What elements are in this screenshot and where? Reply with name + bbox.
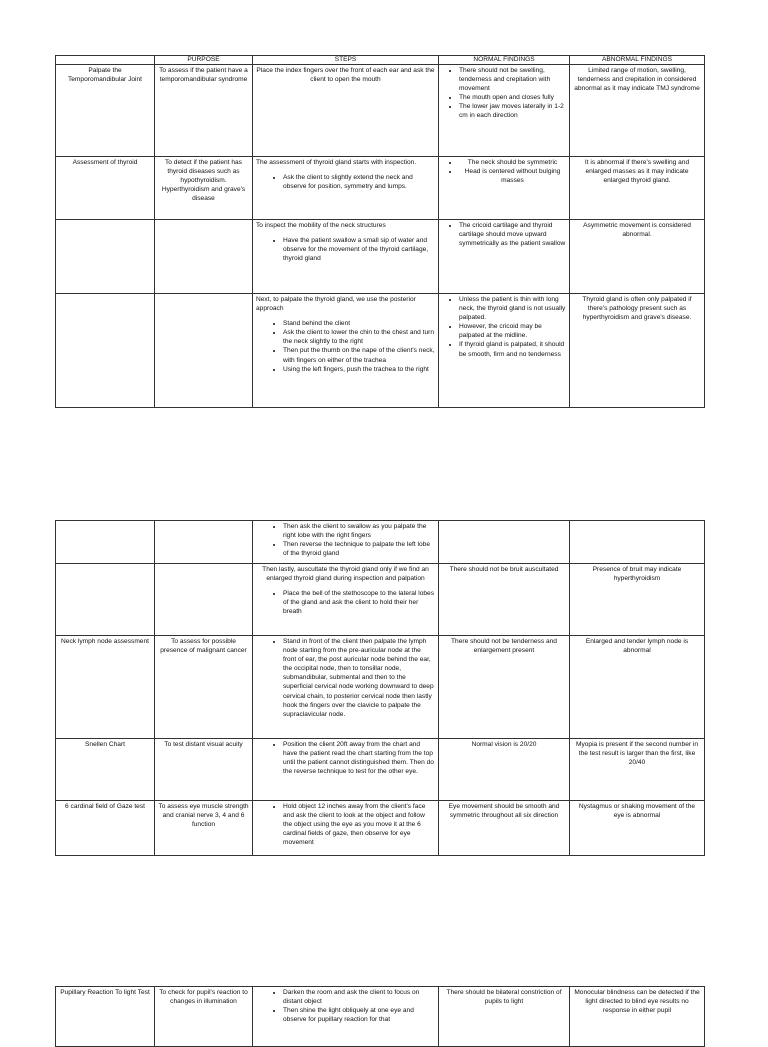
list-item: • Have the patient swallow a small sip of water and observe for the movement of the thyroid cartilage, thyroid gland [283,236,435,263]
steps-intro: The assessment of thyroid gland starts with inspection. [256,159,417,166]
steps-cell [253,294,439,408]
steps-cell [253,987,439,1047]
purpose-cell: To assess for possible presence of malignant cancer [155,636,253,739]
normal-findings-cell [439,521,570,564]
abnormal-findings-cell: Presence of bruit may indicate hyperthyroidism [570,564,705,636]
table-row [56,521,705,564]
steps-cell [253,521,439,564]
normal-findings-cell: Eye movement should be smooth and symmetric throughout all six direction [439,801,570,856]
assessment-name [56,294,155,408]
normal-findings-cell [439,157,570,220]
purpose-cell [155,294,253,408]
list-item: • There should not be swelling, tenderness and crepitation with movement [459,66,566,93]
assessment-name: 6 cardinal field of Gaze test [56,801,155,856]
list-item: • Then reverse the technique to palpate the left lobe of the thyroid gland [283,540,435,558]
header-steps: STEPS [253,56,439,65]
assessment-name: Neck lymph node assessment [56,636,155,739]
purpose-cell [155,564,253,636]
list-item: • Stand behind the client [283,319,435,328]
purpose-cell: To check for pupil's reaction to changes in illumination [155,987,253,1047]
assessment-name: Palpate the Temporomandibular Joint [56,65,155,157]
table-row [56,801,705,856]
abnormal-findings-cell: Enlarged and tender lymph node is abnormal [570,636,705,739]
assessment-table-2 [55,520,705,856]
list-item: • Place the bell of the stethoscope to the lateral lobes of the gland and ask the client to hold their her breath [283,589,435,616]
steps-intro: Next, to palpate the thyroid gland, we use the posterior approach [256,296,416,313]
list-item: • The cricoid cartilage and thyroid cartilage should move upward symmetrically as the patient swallow [459,221,566,248]
abnormal-findings-cell [570,521,705,564]
purpose-cell: To detect if the patient has thyroid diseases such as hypothyroidism. Hyperthyroidism and grave's disease [155,157,253,220]
list-item: • If thyroid gland is palpated, it should be smooth, firm and no tenderness [459,340,566,358]
purpose-cell: To assess if the patient have a temporomandibular syndrome [155,65,253,157]
abnormal-findings-cell: Thyroid gland is often only palpated if there's pathology present such as hyperthyroidism and grave's disease. [570,294,705,408]
assessment-name: Assessment of thyroid [56,157,155,220]
table-header-row [56,56,705,65]
assessment-name [56,564,155,636]
abnormal-findings-cell: Asymmetric movement is considered abnormal. [570,220,705,294]
abnormal-findings-cell: It is abnormal if there's swelling and enlarged masses as it may indicate enlarged thyroid gland. [570,157,705,220]
normal-findings-cell [439,294,570,408]
list-item: • Using the left fingers, push the trachea to the right [283,365,435,374]
steps-intro: To inspect the mobility of the neck structures [256,222,386,229]
abnormal-findings-cell: Myopia is present if the second number in the test result is larger than the first, like 20/40 [570,739,705,801]
list-item: • Stand in front of the client then palpate the lymph node starting from the pre-auricular node at the front of ear, the post auricular node behind the ear, the occipital node, then to tonsillar node, submandibular, submental and then to the superficial cervical node working downward to deep cervical chain, to posterior cervical node then lastly hook the fingers over the clavicle to palpate the supraclavicular node. [283,637,435,719]
purpose-cell: To test distant visual acuity [155,739,253,801]
list-item: • Then ask the client to swallow as you palpate the right lobe with the right fingers [283,522,435,540]
assessment-table-1 [55,55,705,408]
header-normal-findings: NORMAL FINDINGS [439,56,570,65]
steps-cell [253,739,439,801]
header-abnormal-findings: ABNORMAL FINDINGS [570,56,705,65]
normal-findings-cell: There should not be bruit auscultated [439,564,570,636]
steps-cell [253,157,439,220]
normal-findings-cell [439,220,570,294]
header-purpose: PURPOSE [155,56,253,65]
list-item: • Position the client 20ft away from the chart and have the patient read the chart starting from the top until the patient cannot distinguished them. Then do the reverse technique to test for the other eye. [283,740,435,776]
assessment-name: Pupillary Reaction To light Test [56,987,155,1047]
table-row [56,739,705,801]
list-item: • Hold object 12 inches away from the client's face and ask the client to look at the object and follow the object using the eye as you move it at the 6 cardinal fields of gaze, then observe for eye movement [283,802,435,847]
list-item: • Unless the patient is thin with long neck, the thyroid gland is not usually palpated. [459,295,566,322]
assessment-name: Snellen Chart [56,739,155,801]
list-item: • The lower jaw moves laterally in 1-2 cm in each direction [459,102,566,120]
table-row [56,636,705,739]
abnormal-findings-cell: Limited range of motion, swelling, tenderness and crepitation in considered abnormal as it may indicate TMJ syndrome [570,65,705,157]
purpose-cell: To assess eye muscle strength and cranial nerve 3, 4 and 6 function [155,801,253,856]
abnormal-findings-cell: Nystagmus or shaking movement of the eye is abnormal [570,801,705,856]
steps-cell [253,636,439,739]
steps-cell [253,220,439,294]
steps-cell: Place the index fingers over the front of each ear and ask the client to open the mouth [253,65,439,157]
list-item: • Then put the thumb on the nape of the client's neck, with fingers on either of the trachea [283,346,435,364]
purpose-cell [155,220,253,294]
normal-findings-cell: Normal vision is 20/20 [439,739,570,801]
table-row [56,564,705,636]
abnormal-findings-cell: Monocular blindness can be detected if the light directed to blind eye results no response in either pupil [570,987,705,1047]
assessment-table-3 [55,986,705,1047]
table-row [56,157,705,220]
list-item: • Ask the client to lower the chin to the chest and turn the neck slightly to the right [283,328,435,346]
list-item: • Then shine the light obliquely at one eye and observe for pupillary reaction for that [283,1006,435,1024]
normal-findings-cell: There should be bilateral constriction of pupils to light [439,987,570,1047]
table-row [56,987,705,1047]
steps-cell [253,564,439,636]
steps-intro: Then lastly, auscultate the thyroid gland only if we find an enlarged thyroid gland during inspection and palpation [262,566,429,583]
table-row [56,294,705,408]
assessment-name [56,220,155,294]
list-item: • Head is centered without bulging masses [459,167,566,185]
header-blank [56,56,155,65]
list-item: • The neck should be symmetric [459,158,566,167]
list-item: • Ask the client to slightly extend the neck and observe for position, symmetry and lumps. [283,173,435,191]
list-item: • The mouth open and closes fully [459,93,566,102]
normal-findings-cell: There should not be tenderness and enlargement present [439,636,570,739]
normal-findings-cell [439,65,570,157]
list-item: • Darken the room and ask the client to focus on distant object [283,988,435,1006]
table-row [56,65,705,157]
assessment-name [56,521,155,564]
steps-cell [253,801,439,856]
purpose-cell [155,521,253,564]
list-item: • However, the cricoid may be palpated at the midline. [459,322,566,340]
table-row [56,220,705,294]
